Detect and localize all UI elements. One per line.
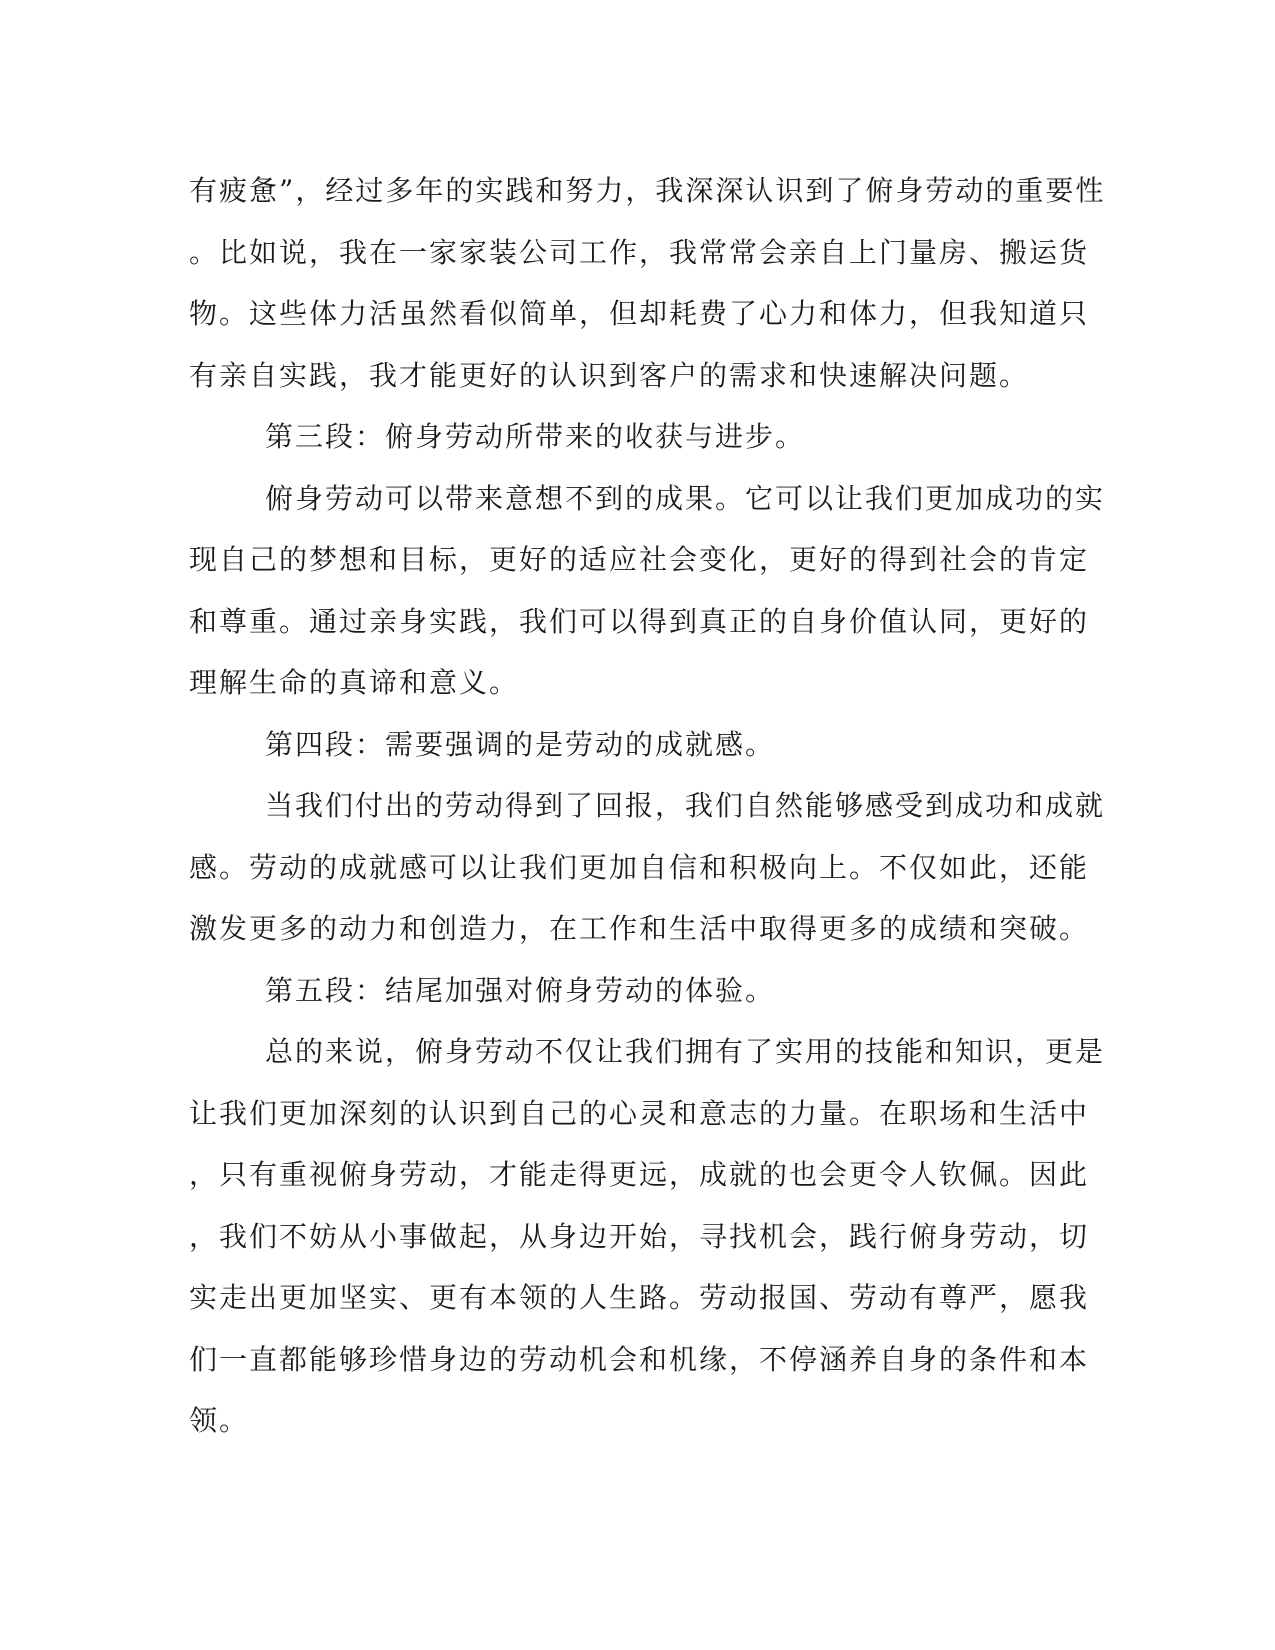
text-line: 和尊重。通过亲身实践，我们可以得到真正的自身价值认同，更好的 [189, 604, 1090, 638]
text-line: 实走出更加坚实、更有本领的人生路。劳动报国、劳动有尊严，愿我 [189, 1281, 1090, 1314]
text-line: 感。劳动的成就感可以让我们更加自信和积极向上。不仅如此，还能 [189, 850, 1090, 884]
section-heading: 第三段：俯身劳动所带来的收获与进步。 [265, 420, 806, 453]
text-line: 。比如说，我在一家家装公司工作，我常常会亲自上门量房、搬运货 [189, 235, 1090, 269]
document-body [189, 160, 1106, 1452]
text-line: ，我们不妨从小事做起，从身边开始，寻找机会，践行俯身劳动，切 [189, 1219, 1090, 1253]
text-line: 有疲惫”，经过多年的实践和努力，我深深认识到了俯身劳动的重要性 [189, 174, 1106, 207]
text-line: 俯身劳动可以带来意想不到的成果。它可以让我们更加成功的实 [265, 481, 1106, 515]
section-heading: 第四段：需要强调的是劳动的成就感。 [265, 727, 776, 761]
text-line: 们一直都能够珍惜身边的劳动机会和机缘，不停涵养自身的条件和本 [189, 1342, 1090, 1376]
text-line: ，只有重视俯身劳动，才能走得更远，成就的也会更令人钦佩。因此 [189, 1158, 1090, 1191]
text-line: 有亲自实践，我才能更好的认识到客户的需求和快速解决问题。 [189, 358, 1030, 392]
text-line: 领。 [189, 1404, 250, 1437]
text-line: 物。这些体力活虽然看似简单，但却耗费了心力和体力，但我知道只 [189, 297, 1090, 330]
text-line: 激发更多的动力和创造力，在工作和生活中取得更多的成绩和突破。 [189, 912, 1090, 945]
section-heading: 第五段：结尾加强对俯身劳动的体验。 [265, 973, 776, 1007]
text-line: 现自己的梦想和目标，更好的适应社会变化，更好的得到社会的肯定 [189, 543, 1090, 576]
text-line: 理解生命的真谛和意义。 [189, 666, 520, 699]
text-line: 总的来说，俯身劳动不仅让我们拥有了实用的技能和知识，更是 [265, 1035, 1106, 1068]
text-line: 让我们更加深刻的认识到自己的心灵和意志的力量。在职场和生活中 [189, 1096, 1090, 1130]
text-line: 当我们付出的劳动得到了回报，我们自然能够感受到成功和成就 [265, 789, 1106, 822]
